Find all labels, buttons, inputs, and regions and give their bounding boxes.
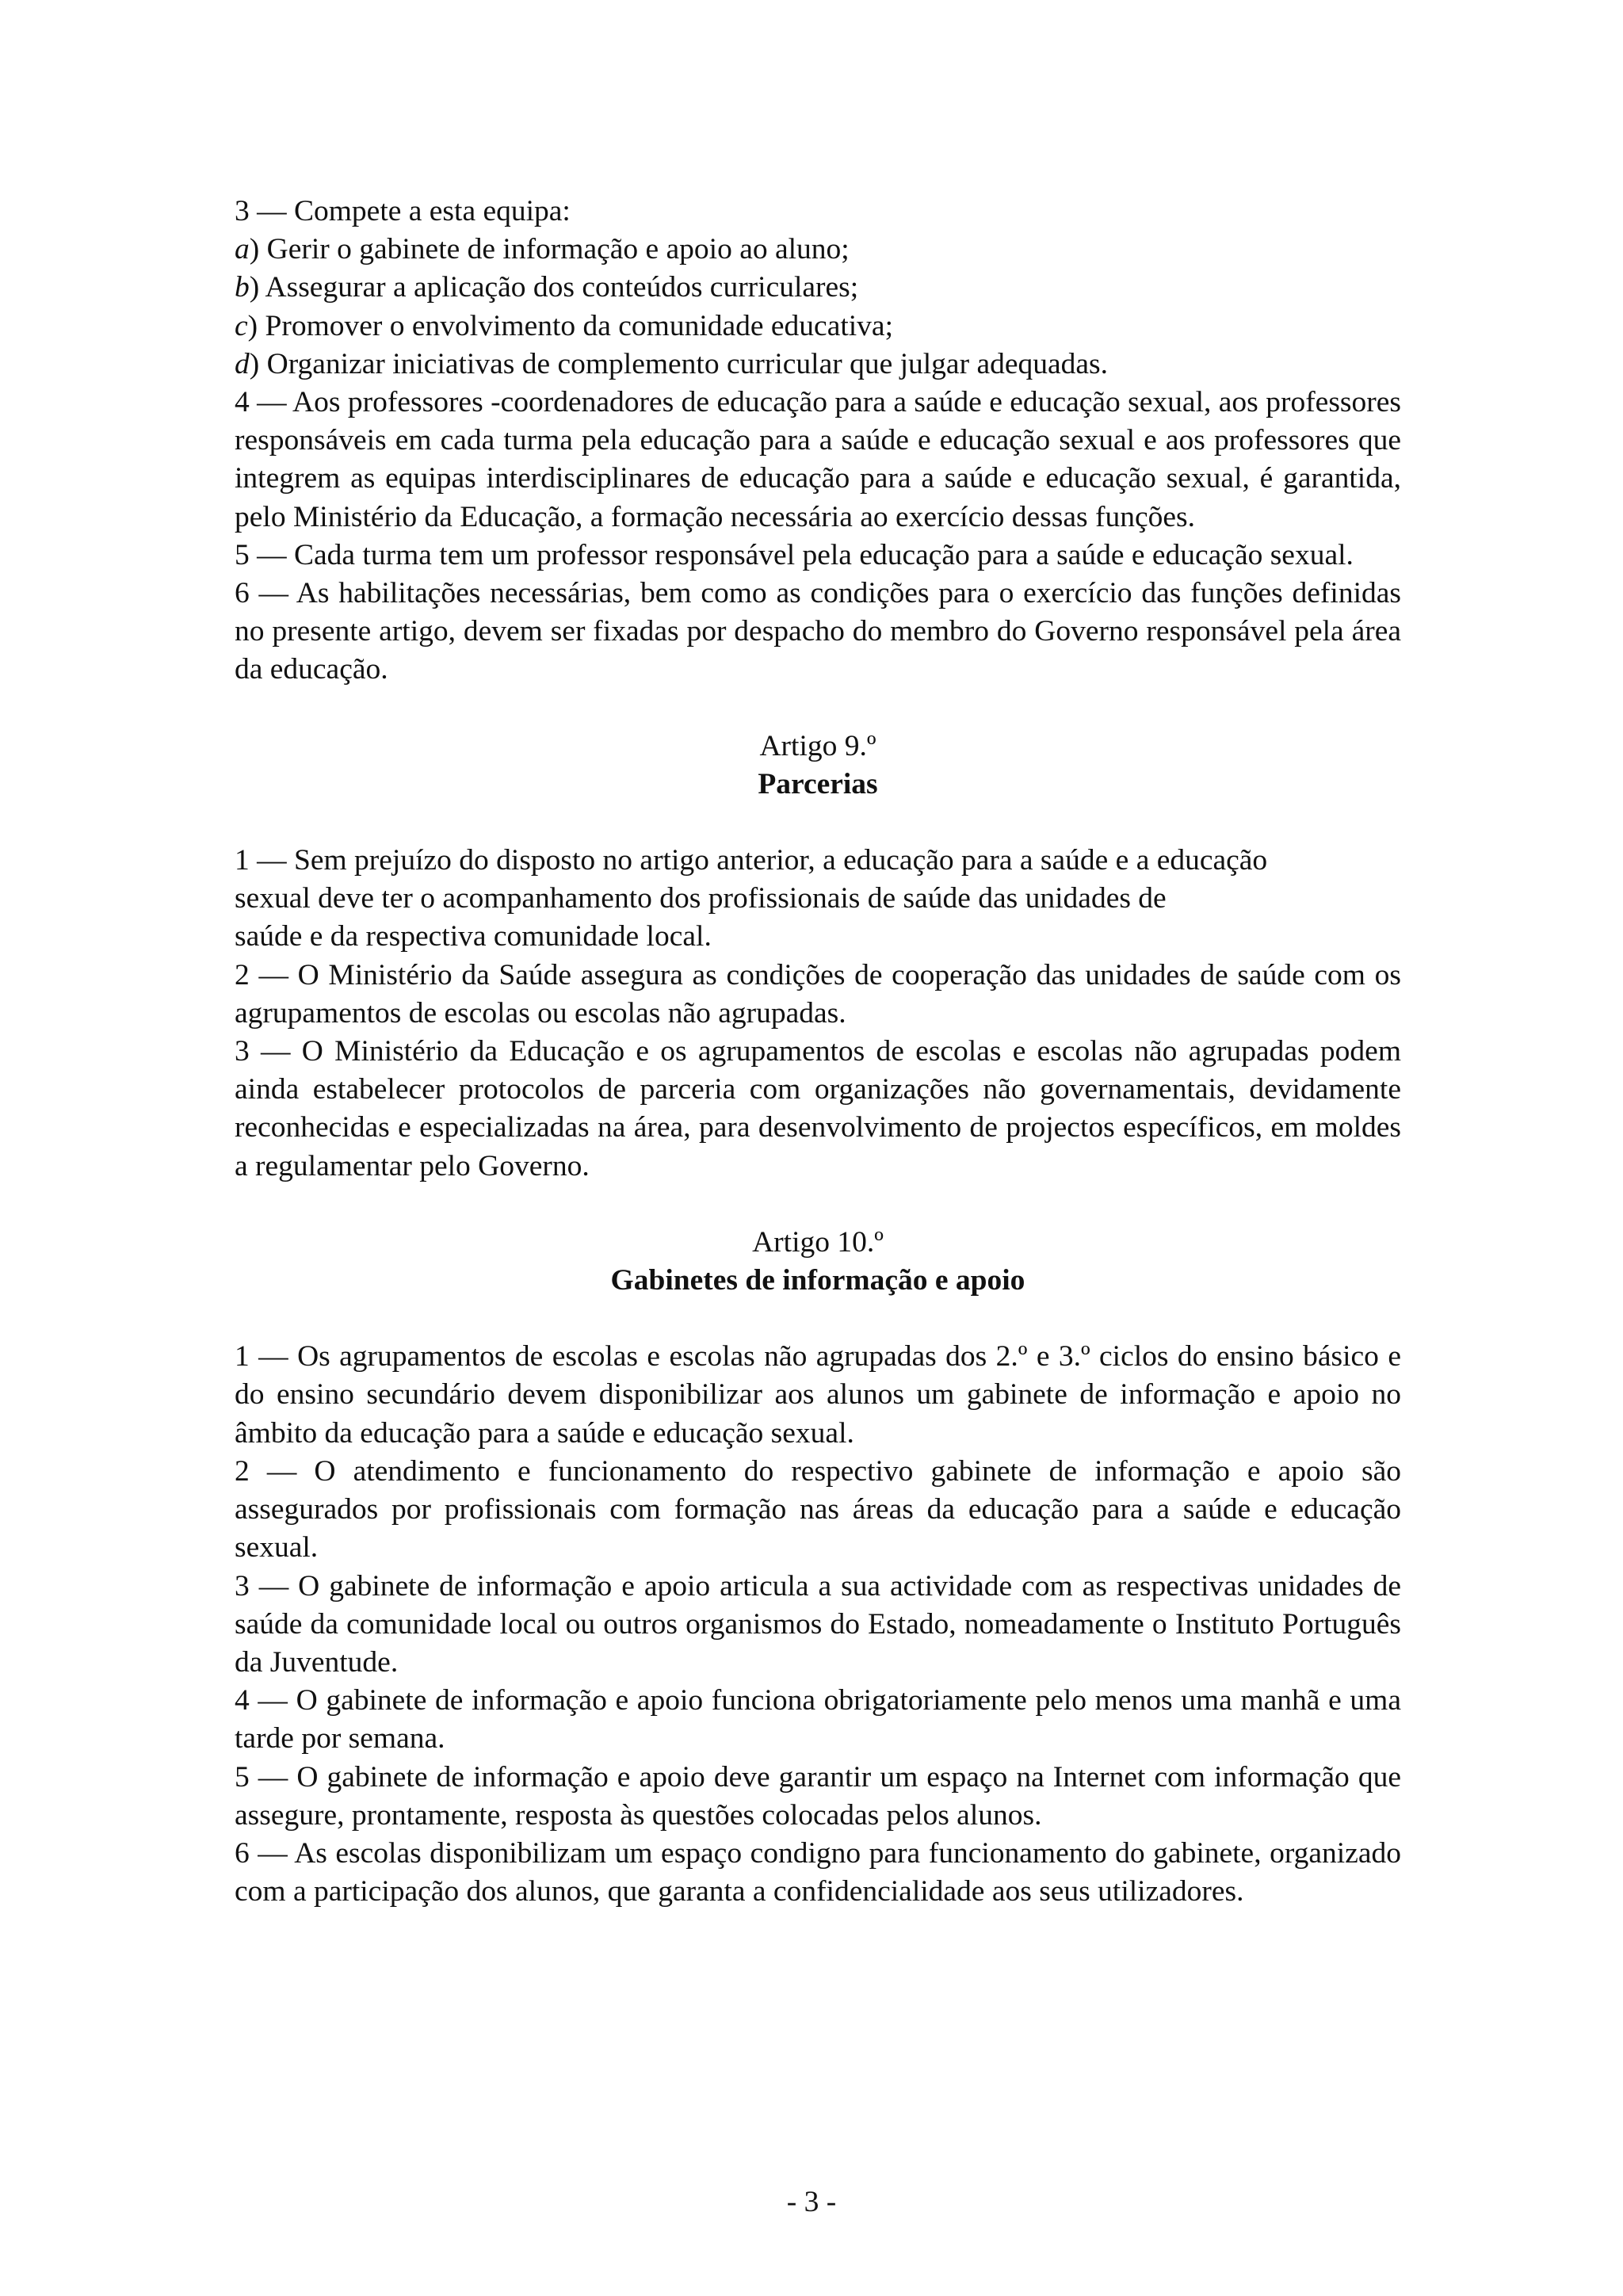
list-item-b [235, 269, 1401, 307]
paragraph-line: saúde e da respectiva comunidade local. [235, 920, 712, 953]
paragraph-line: sexual deve ter o acompanhamento dos profissionais de saúde das unidades de [235, 882, 1167, 915]
article-title: Parcerias [758, 767, 878, 800]
article-10-paragraph-3: 3 — O gabinete de informação e apoio articula a sua actividade com as respectivas unidades de saúde da comunidade local ou outros organismos do Estado, nomeadamente o Instituto Português da Juventude. [235, 1569, 1401, 1679]
article-10-paragraph-2: 2 — O atendimento e funcionamento do respectivo gabinete de informação e apoio são assegurados por profissionais com formação nas áreas da educação para a saúde e educação sexual. [235, 1454, 1401, 1564]
item-text: ) Promover o envolvimento da comunidade educativa; [247, 309, 893, 342]
item-letter: c [235, 309, 248, 342]
paragraph-line: 1 — Sem prejuízo do disposto no artigo anterior, a educação para a saúde e a educação [235, 844, 1268, 877]
article-title: Gabinetes de informação e apoio [610, 1264, 1025, 1297]
item-text: ) Organizar iniciativas de complemento curricular que julgar adequadas. [249, 347, 1108, 380]
article-10-paragraph-6: 6 — As escolas disponibilizam um espaço condigno para funcionamento do gabinete, organizado com a participação dos alunos, que garanta a confidencialidade aos seus utilizadores. [235, 1836, 1401, 1908]
item-text: ) Assegurar a aplicação dos conteúdos curriculares; [249, 271, 859, 304]
article-number: Artigo 10.º [752, 1225, 884, 1259]
article-10-paragraph-1: 1 — Os agrupamentos de escolas e escolas não agrupadas dos 2.º e 3.º ciclos do ensino básico e do ensino secundário devem disponibilizar aos alunos um gabinete de informação e apoio no âmbito da educação para a saúde e educação sexual. [235, 1340, 1401, 1450]
article-9-paragraph-1 [235, 842, 1401, 957]
article-10-paragraph-4: 4 — O gabinete de informação e apoio funciona obrigatoriamente pelo menos uma manhã e uma tarde por semana. [235, 1684, 1401, 1755]
paragraph-4: 4 — Aos professores -coordenadores de educação para a saúde e educação sexual, aos professores responsáveis em cada turma pela educação para a saúde e educação sexual e aos professores que integrem as equipas interdisciplinares de educação para a saúde e educação sexual, é garantida, pelo Ministério da Educação, a formação necessária ao exercício dessas funções. [235, 386, 1401, 533]
item-text: ) Gerir o gabinete de informação e apoio ao aluno; [249, 233, 850, 266]
paragraph-5: 5 — Cada turma tem um professor responsável pela educação para a saúde e educação sexual. [235, 538, 1354, 571]
article-9-paragraph-2: 2 — O Ministério da Saúde assegura as condições de cooperação das unidades de saúde com os agrupamentos de escolas ou escolas não agrupadas. [235, 958, 1401, 1030]
list-item-a [235, 231, 1401, 269]
list-item-d [235, 346, 1401, 384]
article-10-paragraph-5: 5 — O gabinete de informação e apoio deve garantir um espaço na Internet com informação que assegure, prontamente, resposta às questões colocadas pelos alunos. [235, 1760, 1401, 1832]
item-letter: b [235, 271, 250, 304]
paragraph-6: 6 — As habilitações necessárias, bem como as condições para o exercício das funções definidas no presente artigo, devem ser fixadas por despacho do membro do Governo responsável pela área da educação. [235, 577, 1401, 686]
article-number: Artigo 9.º [759, 729, 876, 762]
document-body [235, 193, 1401, 1911]
article-10-heading [235, 1224, 1401, 1300]
list-item-c [235, 308, 1401, 346]
article-9-heading [235, 728, 1401, 804]
item-letter: a [235, 233, 250, 266]
page-number: - 3 - [786, 2186, 837, 2218]
article-9-paragraph-3: 3 — O Ministério da Educação e os agrupamentos de escolas e escolas não agrupadas podem ainda estabelecer protocolos de parceria com organizações não governamentais, devidamente reconhecidas e especializadas na área, para desenvolvimento de projectos específicos, em moldes a regulamentar pelo Governo. [235, 1035, 1401, 1182]
section-intro: 3 — Compete a esta equipa: [235, 195, 571, 227]
item-letter: d [235, 347, 250, 380]
